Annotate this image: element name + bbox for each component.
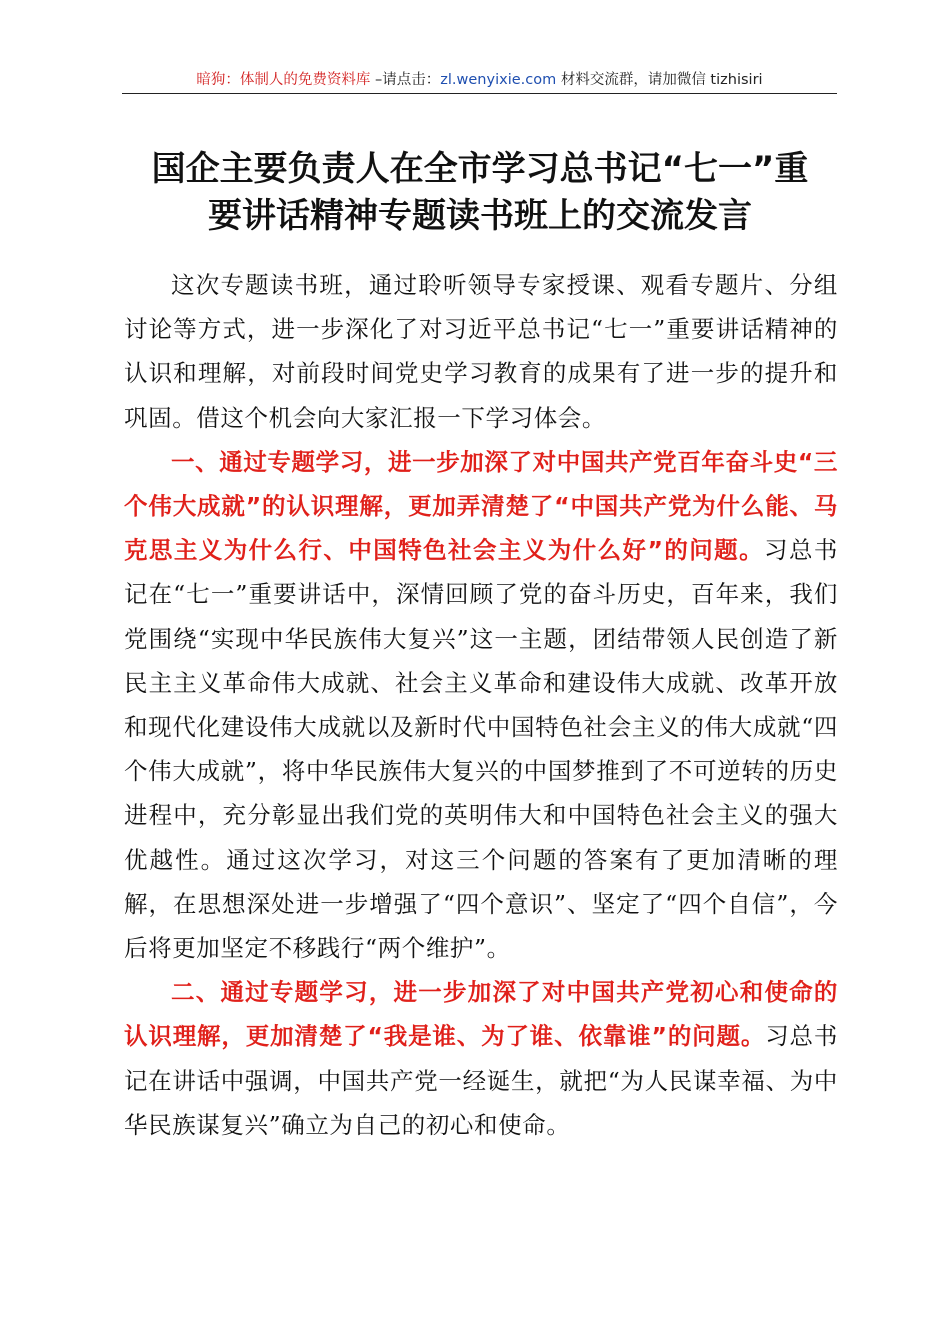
paragraph-text: 这次专题读书班，通过聆听领导专家授课、观看专题片、分组讨论等方式，进一步深化了对习近平总书记“七一”重要讲话精神的认识和理解，对前段时间党史学习教育的成果有了进一步的提升和巩固。借这个机会向大家汇报一下学习体会。 <box>124 271 838 432</box>
page-header <box>122 70 837 92</box>
header-wechat-note: 材料交流群，请加微信 tizhisiri <box>556 72 763 88</box>
document-title <box>110 146 850 240</box>
header-site-name: 暗狗：体制人的免费资料库 <box>196 72 371 88</box>
paragraph-section-2 <box>124 970 838 1147</box>
header-click-prompt: –请点击： <box>370 72 441 88</box>
section-1-heading: 一、通过专题学习，进一步加深了对中国共产党百年奋斗史“三个伟大成就”的认识理解，更加弄清楚了“中国共产党为什么能、马克思主义为什么行、中国特色社会主义为什么好”的问题。 <box>124 447 838 565</box>
title-line-1: 国企主要负责人在全市学习总书记“七一”重 <box>151 149 809 189</box>
header-link[interactable]: zl.wenyixie.com <box>440 72 557 88</box>
header-divider <box>122 93 837 94</box>
section-2-heading: 二、通过专题学习，进一步加深了对中国共产党初心和使命的认识理解，更加清楚了“我是谁、为了谁、依靠谁”的问题。 <box>124 978 838 1051</box>
paragraph-section-1 <box>124 440 838 970</box>
title-line-2: 要讲话精神专题读书班上的交流发言 <box>208 196 752 236</box>
paragraph-intro <box>124 263 838 440</box>
section-2-text: 习总书记在讲话中强调，中国共产党一经诞生，就把“为人民谋幸福、为中华民族谋复兴”确立为自己的初心和使命。 <box>124 1022 838 1139</box>
section-1-text: 习总书记在“七一”重要讲话中，深情回顾了党的奋斗历史，百年来，我们党围绕“实现中华民族伟大复兴”这一主题，团结带领人民创造了新民主主义革命伟大成就、社会主义革命和建设伟大成就、改革开放和现代化建设伟大成就以及新时代中国特色社会主义的伟大成就“四个伟大成就”，将中华民族伟大复兴的中国梦推到了不可逆转的历史进程中，充分彰显出我们党的英明伟大和中国特色社会主义的强大优越性。通过这次学习，对这三个问题的答案有了更加清晰的理解，在思想深处进一步增强了“四个意识”、坚定了“四个自信”，今后将更加坚定不移践行“两个维护”。 <box>124 536 838 963</box>
document-body <box>124 263 838 1147</box>
